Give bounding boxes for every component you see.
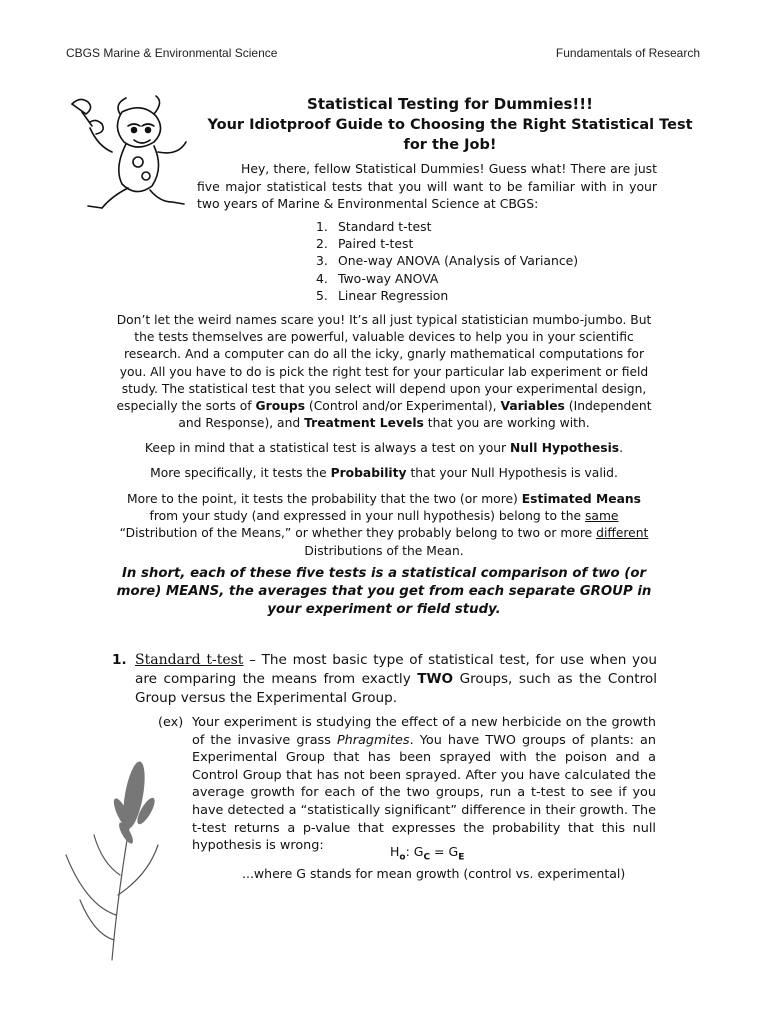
equation-note: ...where G stands for mean growth (control vs. experimental) — [242, 866, 626, 881]
list-item: 3. One-way ANOVA (Analysis of Variance) — [316, 253, 579, 269]
example-label: (ex) — [158, 715, 184, 730]
null-hypothesis-equation: $H_o$: $G_C = G_E$ — [390, 844, 465, 863]
page-subtitle: Your Idiotproof Guide to Choosing the Right Statistical Test for the Job! — [207, 117, 693, 153]
section-heading: Standard t-test — [135, 652, 244, 668]
cartoon-character-illustration — [42, 92, 194, 212]
phragmites-plant-illustration — [60, 755, 170, 965]
test-list — [316, 218, 578, 304]
means-paragraph: More to the point, it tests the probability that the two (or more) Estimated Means from your study (and expressed in your null hypothesis) belong to the same “Distribution of the Means,” or whether they probably belong to two or more different Distributions of the Mean. — [119, 492, 649, 558]
list-item: 1. Standard t-test — [316, 219, 432, 234]
probability-paragraph: More specifically, it tests the Probability that your Null Hypothesis is valid. — [150, 466, 618, 480]
section-standard-t-test: 1. Standard t-test – The most basic type of statistical test, for use when you are comparing the means from exactly TWO Groups, such as the Control Group versus the Experimental Group. — [112, 652, 658, 706]
page-title: Statistical Testing for Dummies!!! — [307, 95, 593, 113]
header-unit: Fundamentals of Research — [555, 46, 700, 60]
list-item: 5. Linear Regression — [316, 287, 449, 303]
summary-statement: In short, each of these five tests is a statistical comparison of two (or more) MEANS, the averages that you get from each separate GROUP in your experiment or field study. — [116, 566, 652, 617]
example-block: (ex) Your experiment is studying the effect of a new herbicide on the growth of the invasive grass Phragmites. You have TWO groups of plants: an Experimental Group that has been sprayed with the poison and a Control Group that has not been sprayed. After you have calculated the average growth for each of the two groups, run a t-test to see if you have detected a “statistically significant” difference in their growth. The t-test returns a p-value that expresses the probability that this null hypothesis is wrong: — [158, 715, 656, 854]
list-item: 2. Paired t-test — [316, 236, 414, 252]
section-number: 1. — [112, 652, 127, 668]
design-paragraph: Don’t let the weird names scare you! It’s all just typical statistician mumbo-jumbo. But the tests themselves are powerful, valuable devices to help you in your scientific research. And a computer can do all the icky, gnarly mathematical computations for you. All you have to do is pick the right test for your particular lab experiment or field study. The statistical test that you select will depend upon your experimental design, especially the sorts of Groups (Control and/or Experimental), Variables (Independent and Response), and Treatment Levels that you are working with. — [116, 313, 652, 431]
intro-paragraph: Hey, there, fellow Statistical Dummies! Guess what! There are just five major statistical tests that you will want to be familiar with in your two years of Marine & Environmental Science at CBGS: — [197, 161, 657, 211]
list-item: 4. Two-way ANOVA — [316, 270, 439, 286]
header-course: CBGS Marine & Environmental Science — [66, 46, 278, 60]
null-hypothesis-paragraph: Keep in mind that a statistical test is always a test on your Null Hypothesis. — [144, 441, 624, 455]
